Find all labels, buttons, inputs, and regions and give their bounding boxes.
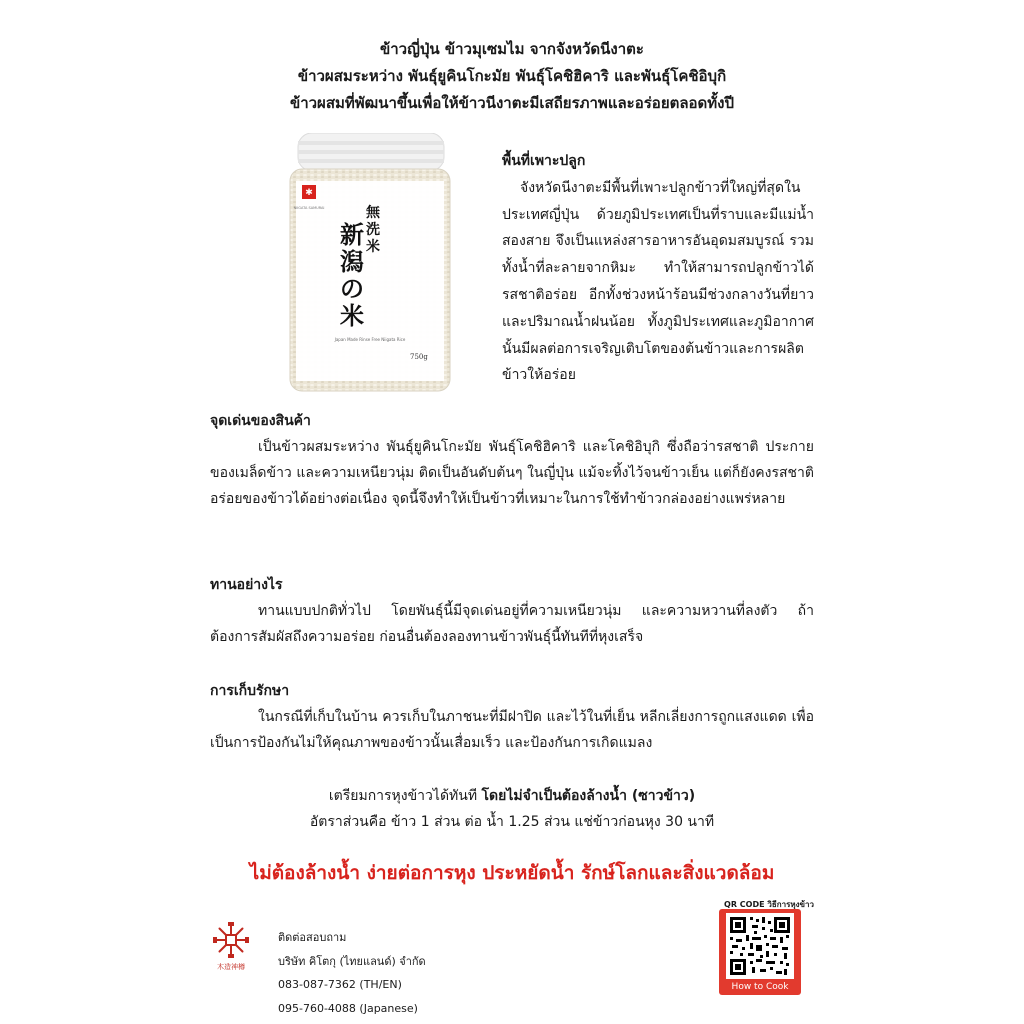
- storage-section: [210, 678, 814, 756]
- company-logo-text: 木造神樽: [217, 963, 245, 971]
- company-name: บริษัท คิโตกุ (ไทยแลนด์) จำกัด: [278, 954, 426, 968]
- header-line-2: ข้าวผสมระหว่าง พันธุ์ยูคินโกะมัย พันธุ์โคชิฮิคาริ และพันธุ์โคชิอิบุกิ: [297, 67, 727, 85]
- how-to-cook-label: How to Cook: [731, 982, 789, 992]
- qr-code-icon: [726, 913, 794, 979]
- product-highlight-section: [210, 408, 814, 512]
- jar-brand-text: NIIGATA SAMURAI: [293, 206, 325, 210]
- preparation-line-1: เตรียมการหุงข้าวได้ทันที โดยไม่จำเป็นต้องล้างน้ำ (ซาวข้าว): [328, 788, 696, 804]
- how-to-eat-body: ทานแบบปกติทั่วไป โดยพันธุ์นี้มีจุดเด่นอยู่ที่ความเหนียวนุ่ม และความหวานที่ลงตัว ถ้าต้องการสัมผัสถึงความอร่อย ก่อนอื่นต้องลองทานข้าวพันธุ์นี้ทันทีที่หุงเสร็จ: [210, 603, 814, 645]
- storage-title: การเก็บรักษา: [210, 683, 290, 699]
- how-to-eat-section: [210, 572, 814, 650]
- phone-japanese[interactable]: 095-760-4088 (Japanese): [278, 1001, 418, 1015]
- page-header: [0, 36, 1024, 117]
- jar-tag-large: 新潟の米: [340, 220, 362, 330]
- jar-tag-small: 無洗米: [366, 205, 379, 255]
- storage-body: ในกรณีที่เก็บในบ้าน ควรเก็บในภาชนะที่มีฝาปิด และไว้ในที่เย็น หลีกเลี่ยงการถูกแสงแดด เพื่อเป็นการป้องกันไม่ให้คุณภาพของข้าวนั้นเสื่อมเร็ว และป้องกันการเกิดแมลง: [210, 709, 814, 751]
- qr-title: QR CODE วิธีการหุงข้าว: [724, 900, 814, 909]
- cultivation-area-section: [502, 148, 814, 389]
- product-highlight-title: จุดเด่นของสินค้า: [210, 413, 311, 429]
- cultivation-area-title: พื้นที่เพาะปลูก: [502, 153, 586, 169]
- qr-card[interactable]: [719, 909, 801, 995]
- preparation-emphasis: โดยไม่จำเป็นต้องล้างน้ำ (ซาวข้าว): [481, 788, 696, 804]
- contact-info: [278, 926, 426, 1020]
- header-line-3: ข้าวผสมที่พัฒนาขึ้นเพื่อให้ข้าวนีงาตะมีเสถียรภาพและอร่อยตลอดทั้งปี: [289, 94, 735, 112]
- jar-english-text: Japan Made Rinse Free Niigata Rice: [334, 337, 406, 342]
- cultivation-area-body: จังหวัดนีงาตะมีพื้นที่เพาะปลูกข้าวที่ใหญ่ที่สุดในประเทศญี่ปุ่น ด้วยภูมิประเทศเป็นที่ราบและมีแม่น้ำสองสาย จึงเป็นแหล่งสารอาหารอันอุดมสมบูรณ์ รวมทั้งน้ำที่ละลายจากหิมะ ทำให้สามารถปลูกข้าวได้รสชาติอร่อย อีกทั้งช่วงหน้าร้อนมีช่วงกลางวันที่ยาวและปริมาณน้ำฝนน้อย ทั้งภูมิประเทศและภูมิอากาศนั้นมีผลต่อการเจริญเติบโตของต้นข้าวและการผลิตข้าวให้อร่อย: [502, 179, 814, 384]
- preparation-note: [0, 783, 1024, 835]
- contact-label: ติดต่อสอบถาม: [278, 931, 347, 944]
- phone-thai-english[interactable]: 083-087-7362 (TH/EN): [278, 978, 402, 991]
- how-to-eat-title: ทานอย่างไร: [210, 577, 283, 593]
- product-highlight-body: เป็นข้าวผสมระหว่าง พันธุ์ยูคินโกะมัย พันธุ์โคชิฮิคาริ และโคชิอิบุกิ ซึ่งถือว่ารสชาติ ประกายของเมล็ดข้าว และความเหนียวนุ่ม ติดเป็นอันดับต้นๆ ในญี่ปุ่น แม้จะทิ้งไว้จนข้าวเย็น แต่ก็ยังคงรสชาติอร่อยของข้าวได้อย่างต่อเนื่อง จุดนี้จึงทำให้เป็นข้าวที่เหมาะในการใช้ทำข้าวกล่องอย่างแพร่หลาย: [210, 439, 814, 507]
- jar-weight: 750g: [410, 353, 428, 361]
- eco-slogan: ไม่ต้องล้างน้ำ ง่ายต่อการหุง ประหยัดน้ำ รักษ์โลกและสิ่งแวดล้อม: [249, 862, 775, 884]
- header-line-1: ข้าวญี่ปุ่น ข้าวมุเซมไม จากจังหวัดนีงาตะ: [380, 40, 644, 58]
- rice-jar-image: [282, 133, 472, 395]
- svg-text:✱: ✱: [305, 188, 313, 198]
- preparation-ratio: อัตราส่วนคือ ข้าว 1 ส่วน ต่อ น้ำ 1.25 ส่วน แช่ข้าวก่อนหุง 30 นาที: [309, 814, 715, 830]
